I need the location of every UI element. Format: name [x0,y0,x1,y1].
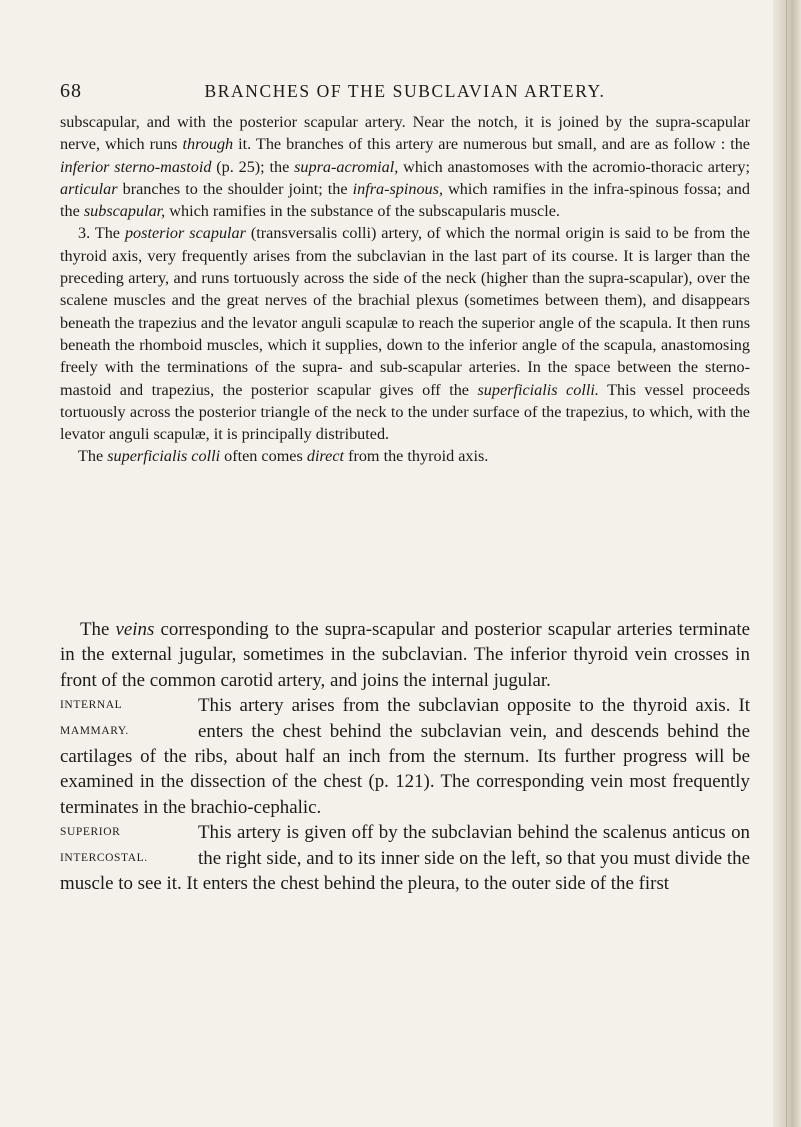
paragraph-superficialis-colli-note: The superficialis colli often comes direct from the thyroid axis. [78,447,489,466]
page-header [60,80,750,104]
paragraph-veins: The veins corresponding to the supra-scapular and posterior scapular arteries terminate in the external jugular, sometimes in the subclavian. The inferior thyroid vein crosses in front of the common carotid artery, and joins the internal jugular. [60,619,751,691]
running-head: BRANCHES OF THE SUBCLAVIAN ARTERY. [204,81,606,101]
paragraph-posterior-scapular: 3. The posterior scapular (transversalis colli) artery, of which the normal origin is said to be from the thyroid axis, very frequently arises from the subclavian in the last part of its course. It is larger than the preceding artery, and runs tortuously across the side of the neck (higher than the supra-scapular), over the scalene muscles and the great nerves of the brachial plexus (sometimes between them), and disappears beneath the trapezius and the levator anguli scapulæ to reach the superior angle of the scapula. It then runs beneath the rhomboid muscles, which it supplies, down to the inferior angle of the scapula, anastomosing freely with the terminations of the supra- and sub-scapular arteries. In the space between the sterno-mastoid and trapezius, the posterior scapular gives off the superficialis colli. This vessel proceeds tortuously across the posterior triangle of the neck to the under surface of the trapezius, to which, with the levator anguli scapulæ, it is principally distributed. [60,224,750,444]
sidenote-internal-mammary: INTERNAL MAMMARY. [60,699,129,737]
gutter-line [786,0,787,1127]
sidenote-superior-intercostal: SUPERIOR INTERCOSTAL. [60,826,148,864]
small-print-section [60,111,750,468]
section-superior-intercostal [60,820,750,896]
superior-intercostal-text: This artery is given off by the subclavian behind the scalenus anticus on the right side, and to its inner side on the left, so that you must divide the muscle to see it. It enters the chest behind the pleura, to the outer side of the first [60,822,750,895]
section-internal-mammary [60,693,750,820]
internal-mammary-text: This artery arises from the subclavian opposite to the thyroid axis. It enters the chest behind the subclavian vein, and descends behind the cartilages of the ribs, about half an inch from the sternum. Its further progress will be examined in the dissection of the chest (p. 121). The corresponding vein most frequently terminates in the brachio-cephalic. [60,695,750,818]
large-print-section [60,617,750,896]
page-number: 68 [60,80,82,102]
page-gutter-shadow [773,0,801,1127]
paragraph-supra-scapular-branches: subscapular, and with the posterior scapular artery. Near the notch, it is joined by the supra-scapular nerve, which runs through it. The branches of this artery are numerous but small, and are as follow : the inferior sterno-mastoid (p. 25); the supra-acromial, which anastomoses with the acromio-thoracic artery; articular branches to the shoulder joint; the infra-spinous, which ramifies in the infra-spinous fossa; and the subscapular, which ramifies in the substance of the subscapularis muscle. [60,113,750,221]
